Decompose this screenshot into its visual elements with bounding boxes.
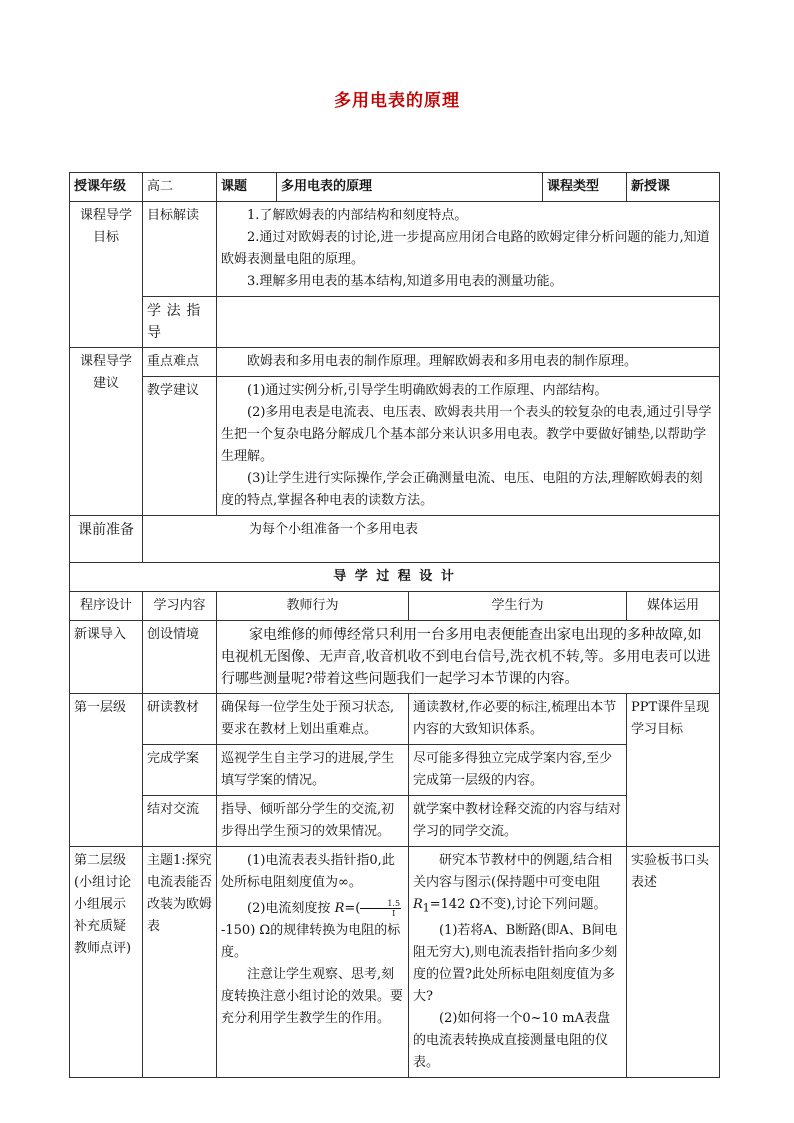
content-cell: 创设情境 xyxy=(143,621,217,694)
fraction-numerator: 1.5 xyxy=(360,899,401,909)
column-header: 学生行为 xyxy=(409,592,627,621)
student-step-text: 研究本节教材中的例题,结合相关内容与图示(保持题中可变电阻 xyxy=(413,853,613,890)
grade-label: 授课年级 xyxy=(70,173,143,202)
process-heading: 导 学 过 程 设 计 xyxy=(70,563,720,592)
level1-row xyxy=(70,796,720,847)
column-header: 教师行为 xyxy=(217,592,409,621)
teacher-cell: 指导、倾听部分学生的交流,初步得出学生预习的效果情况。 xyxy=(217,796,409,847)
student-cell: 尽可能多得独立完成学案内容,至少完成第一层级的内容。 xyxy=(409,745,627,796)
stage-cell: 新课导入 xyxy=(70,621,143,694)
advice-label: 教学建议 xyxy=(143,377,217,516)
teacher-step-cont: -150) Ω的规律转换为电阻的标度。 xyxy=(221,923,401,960)
teacher-cell xyxy=(217,847,409,1078)
course-type-value: 新授课 xyxy=(627,173,720,202)
content-cell: 结对交流 xyxy=(143,796,217,847)
method-label: 学法指导 xyxy=(143,297,217,348)
formula-variable: R xyxy=(334,901,345,916)
column-header: 程序设计 xyxy=(70,592,143,621)
stage-cell: 第一层级 xyxy=(70,694,143,847)
objectives-cell xyxy=(217,202,720,297)
guide-goals-label: 课程导学目标 xyxy=(70,202,143,348)
key-points-text: 欧姆表和多用电表的制作原理。理解欧姆表和多用电表的制作原理。 xyxy=(217,348,720,377)
student-step: (1)若将A、B断路(即A、B间电阻无穷大),则电流表指针指向多少刻度的位置?此处所标电阻刻度值为多大? xyxy=(413,922,618,1004)
resistor-variable: R xyxy=(413,897,423,912)
advice-row xyxy=(70,377,720,516)
lesson-plan-table xyxy=(69,172,720,1078)
prep-label: 课前准备 xyxy=(70,516,143,563)
grade-value: 高二 xyxy=(143,173,217,202)
level1-row xyxy=(70,694,720,745)
teacher-cell: 确保每一位学生处于预习状态,要求在教材上划出重难点。 xyxy=(217,694,409,745)
topic-label: 课题 xyxy=(217,173,277,202)
prep-text: 为每个小组准备一个多用电表 xyxy=(143,516,720,563)
method-cell xyxy=(217,297,720,348)
teacher-step-text: (2)电流刻度按 xyxy=(247,901,331,916)
formula-fraction xyxy=(360,899,401,918)
guide-advice-label: 课程导学建议 xyxy=(70,348,143,516)
student-cell: 就学案中教材诠释交流的内容与结对学习的同学交流。 xyxy=(409,796,627,847)
student-cell: 通读教材,作必要的标注,梳理出本节内容的大致知识体系。 xyxy=(409,694,627,745)
method-row xyxy=(70,297,720,348)
formula-equals: =( xyxy=(344,901,361,916)
key-points-row xyxy=(70,348,720,377)
level2-row xyxy=(70,847,720,1078)
media-cell: 实验板书口头表述 xyxy=(627,847,720,1078)
prep-row xyxy=(70,516,720,563)
intro-row xyxy=(70,621,720,694)
advice-item: (1)通过实例分析,引导学生明确欧姆表的工作原理、内部结构。 xyxy=(247,383,608,398)
stage-cell xyxy=(70,847,143,1078)
student-cell xyxy=(409,847,627,1078)
level1-row xyxy=(70,745,720,796)
resistor-subscript: 1 xyxy=(422,901,430,915)
process-columns-row xyxy=(70,592,720,621)
teacher-step: (1)电流表表头指针指0,此处所标电阻刻度值为∞。 xyxy=(221,853,395,890)
student-step xyxy=(413,850,622,920)
column-header: 媒体运用 xyxy=(627,592,720,621)
advice-item: (3)让学生进行实际操作,学会正确测量电流、电压、电阻的方法,理解欧姆表的刻度的特点,掌握各种电表的读数方法。 xyxy=(221,471,703,508)
content-cell: 完成学案 xyxy=(143,745,217,796)
stage-title: 第二层级 xyxy=(74,853,127,868)
objective-item: 2.通过对欧姆表的讨论,进一步提高应用闭合电路的欧姆定律分析问题的能力,知道欧姆表测量电阻的原理。 xyxy=(221,230,710,267)
objective-label: 目标解读 xyxy=(143,202,217,297)
key-points-label: 重点难点 xyxy=(143,348,217,377)
column-header: 学习内容 xyxy=(143,592,217,621)
teacher-step xyxy=(221,898,404,920)
content-cell: 研读教材 xyxy=(143,694,217,745)
teacher-step: 注意让学生观察、思考,刻度转换注意小组讨论的效果。要充分利用学生教学生的作用。 xyxy=(221,967,404,1026)
student-step: (2)如何将一个0~10 mA表盘的电流表转换成直接测量电阻的仪表。 xyxy=(413,1010,610,1070)
guide-goals-row xyxy=(70,202,720,297)
content-cell: 主题1:探究电流表能否改装为欧姆表 xyxy=(143,847,217,1078)
objective-item: 3.理解多用电表的基本结构,知道多用电表的测量功能。 xyxy=(247,274,563,289)
media-cell: PPT课件呈现学习目标 xyxy=(627,694,720,847)
stage-note: (小组讨论小组展示补充质疑教师点评) xyxy=(74,875,132,956)
course-type-label: 课程类型 xyxy=(543,173,627,202)
student-step-text: =142 Ω不变),讨论下列问题。 xyxy=(429,897,607,912)
fraction-denominator: I xyxy=(392,909,396,918)
header-row xyxy=(70,173,720,202)
objective-item: 1.了解欧姆表的内部结构和刻度特点。 xyxy=(247,208,468,223)
advice-cell xyxy=(217,377,720,516)
process-heading-row xyxy=(70,563,720,592)
intro-text: 家电维修的师傅经常只利用一台多用电表便能查出家电出现的多种故障,如电视机无图像、无声音,收音机收不到电台信号,洗衣机不转,等。多用电表可以进行哪些测量呢?带着这些问题我们一起学习本节课的内容。 xyxy=(217,621,720,694)
document-title: 多用电表的原理 xyxy=(334,91,460,111)
topic-value: 多用电表的原理 xyxy=(277,173,543,202)
advice-item: (2)多用电表是电流表、电压表、欧姆表共用一个表头的较复杂的电表,通过引导学生把一个复杂电路分解成几个基本部分来认识多用电表。教学中要做好铺垫,以帮助学生理解。 xyxy=(221,405,712,464)
teacher-cell: 巡视学生自主学习的进展,学生填写学案的情况。 xyxy=(217,745,409,796)
